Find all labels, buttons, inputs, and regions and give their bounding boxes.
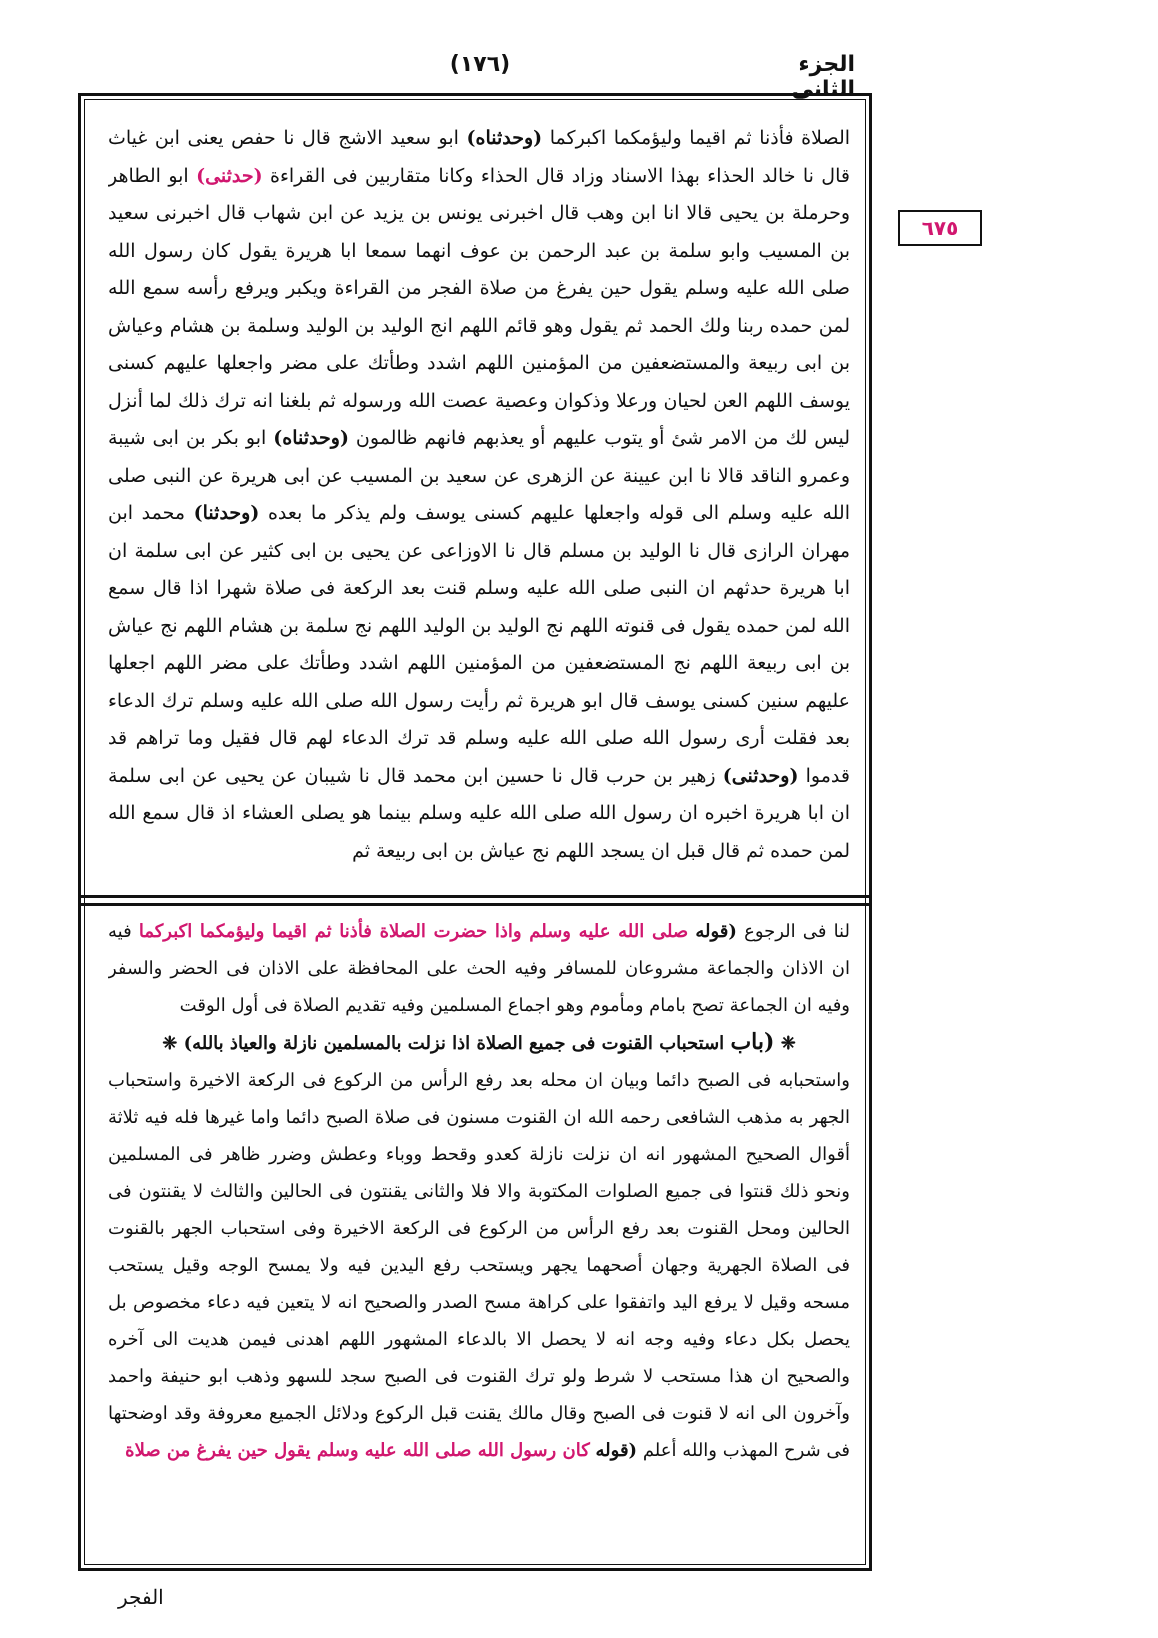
chapter-heading [108,1024,850,1062]
main-segment: الصلاة فأذنا ثم اقيما وليؤمكما اكبركما [549,127,850,149]
narration-keyword: (وحدثنى) [722,764,799,787]
main-segment: ابو سعيد الاشج قال نا حفص يعنى ابن غياث قال نا خالد الحذاء بهذا الاسناد وزاد قال الحذاء وكانا متقاربين فى القراءة [108,127,850,187]
catchword: الفجر [118,1585,164,1609]
main-segment: زهير بن حرب قال نا حسين ابن محمد قال نا شيبان عن يحيى عن ابى سلمة ان ابا هريرة اخبره ان رسول الله صلى الله عليه وسلم بينما هو يصلى العشاء اذ قال سمع الله لمن حمده ثم قال قبل ان يسجد اللهم نج عياش بن ابى ربيعة ثم [108,764,850,862]
narration-keyword-highlight: (حدثنى) [196,164,263,187]
qawluhu-marker: (قوله [695,921,737,942]
bab-word: (باب [730,1029,775,1055]
chapter-title: استحباب القنوت فى جميع الصلاة اذا نزلت بالمسلمين نازلة والعياذ بالله) [183,1033,725,1054]
main-segment: ابو بكر بن ابى شيبة وعمرو الناقد قالا نا ابن عيينة عن الزهرى عن سعيد بن المسيب عن ابى هريرة عن النبى صلى الله عليه وسلم الى قوله واجعلها عليهم كسنى يوسف ولم يذكر ما بعده [108,427,850,524]
commentary-paragraph [108,1062,850,1469]
commentary-segment: فيه ان الاذان والجماعة مشروعان للمسافر وفيه الحث على المحافظة على الاذان فى الحضر والسفر وفيه ان الجماعة تصح بامام ومأموم وهو اجماع المسلمين وفيه تقديم الصلاة فى أول الوقت [108,921,850,1016]
section-divider [78,895,872,906]
commentary-segment: لنا فى الرجوع [744,921,850,942]
narration-keyword: (وحدثناه) [466,127,543,149]
part-title: الجزء الثانى [791,52,855,102]
ornament-icon: ❈ [780,1033,796,1054]
commentary-segment: واستحبابه فى الصبح دائما وبيان ان محله بعد رفع الرأس من الركوع فى الركعة الاخيرة واستحباب الجهر به مذهب الشافعى رحمه الله ان القنوت مسنون فى صلاة الصبح دائما واما غيرها فله فيه ثلاثة أقوال الصحيح المشهور انه ان نزلت نازلة كعدو وقحط ووباء وعطش وضرر ظاهر فى المسلمين ونحو ذلك قنتوا فى جميع الصلوات المكتوبة والا فلا والثانى يقنتون فى الحالين والثالث لا يقنتون فى الحالين ومحل القنوت بعد رفع الرأس من الركوع فى الركعة الاخيرة وفى استحباب الجهر بالقنوت فى الصلاة الجهرية وجهان أصحهما يجهر ويستحب رفع اليدين فيه ولا يمسح الوجه وقيل يستحب مسحه وقيل لا يرفع اليد واتفقوا على كراهة مسح الصدر والصحيح انه لا يتعين فيه دعاء مخصوص بل يحصل بكل دعاء وفيه وجه انه لا يحصل الا بالدعاء المشهور اللهم اهدنى فيمن هديت الى آخره والصحيح ان هذا مستحب لا شرط ولو ترك القنوت فى الصبح سجد للسهو وذهب ابو حنيفة واحمد وآخرون الى انه لا قنوت فى الصبح وقال مالك يقنت قبل الركوع ودلائل الجميع معروفة وقد اوضحتها فى شرح المهذب والله أعلم [108,1070,850,1461]
page-number: (١٧٦) [449,52,511,77]
ornament-icon: ❈ [162,1033,178,1054]
commentary-text [108,913,850,1561]
narration-keyword: (وحدثنا) [193,502,260,524]
main-segment: محمد ابن مهران الرازى قال نا الوليد بن مسلم قال نا الاوزاعى عن يحيى بن ابى كثير عن ابى سلمة ان ابا هريرة حدثهم ان النبى صلى الله عليه وسلم قنت بعد الركعة فى صلاة شهرا اذا قال سمع الله لمن حمده يقول فى قنوته اللهم نج الوليد بن الوليد اللهم نج سلمة بن هشام اللهم نج عياش بن ابى ربيعة اللهم نج المستضعفين من المؤمنين اللهم اشدد وطأتك على مضر اللهم اجعلها عليهم سنين كسنى يوسف قال ابو هريرة ثم رأيت رسول الله صلى الله عليه وسلم ترك الدعاء بعد فقلت أرى رسول الله صلى الله عليه وسلم قد ترك الدعاء لهم قال فقيل وما تراهم قد قدموا [108,502,850,787]
hadith-number-badge: ٦٧٥ [898,210,982,246]
commentary-paragraph [108,913,850,1024]
hadith-main-text [108,120,850,885]
quoted-hadith-highlight: صلى الله عليه وسلم واذا حضرت الصلاة فأذنا ثم اقيما وليؤمكما اكبركما [138,921,689,942]
qawluhu-marker: (قوله [595,1440,638,1461]
narration-keyword: (وحدثناه) [273,427,349,449]
quoted-hadith-highlight: كان رسول الله صلى الله عليه وسلم يقول حين يفرغ من صلاة [125,1440,590,1461]
main-segment: ابو الطاهر وحرملة بن يحيى قالا انا ابن وهب قال اخبرنى يونس بن يزيد عن ابن شهاب قال اخبرنى سعيد بن المسيب وابو سلمة بن عبد الرحمن بن عوف انهما سمعا ابا هريرة يقول كان رسول الله صلى الله عليه وسلم يقول حين يفرغ من صلاة الفجر من القراءة ويكبر ويرفع رأسه سمع الله لمن حمده ربنا ولك الحمد ثم يقول وهو قائم اللهم انج الوليد بن الوليد وسلمة بن هشام وعياش بن ابى ربيعة والمستضعفين من المؤمنين اللهم اشدد وطأتك على مضر واجعلها عليهم كسنى يوسف اللهم العن لحيان ورعلا وذكوان وعصية عصت الله ورسوله ثم بلغنا انه ترك ذلك لما أنزل ليس لك من الامر شئ أو يتوب عليهم أو يعذبهم فانهم ظالمون [108,164,850,449]
